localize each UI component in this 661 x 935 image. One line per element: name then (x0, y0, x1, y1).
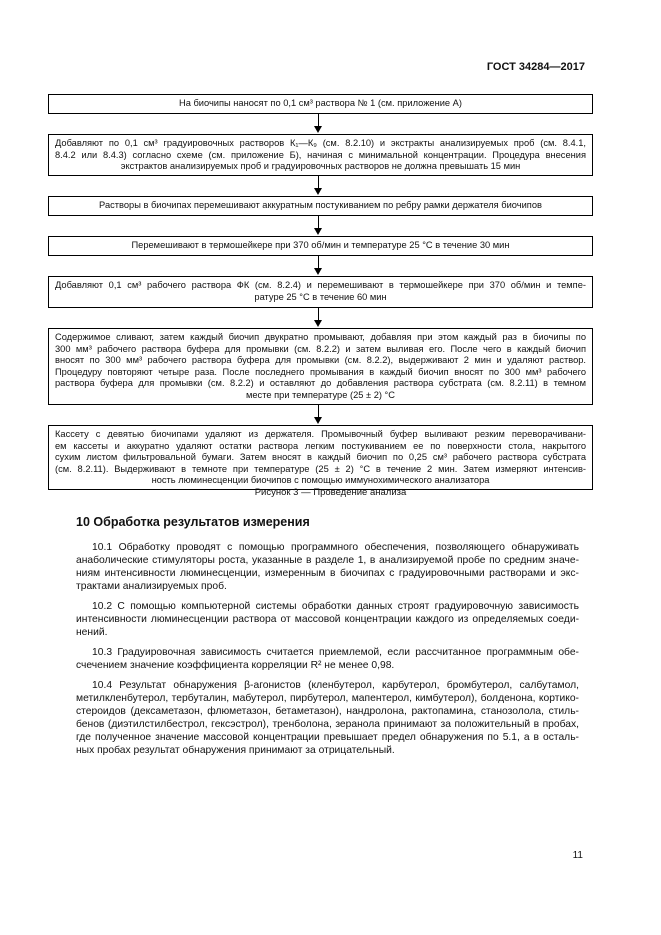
flow-step-2 (48, 134, 593, 176)
page-number: 11 (572, 850, 583, 861)
flow-step-1 (48, 94, 593, 114)
flow-step-6 (48, 328, 593, 405)
paragraph-10-2 (76, 600, 579, 639)
flow-step-7-line: Кассету с девятью биочипами удаляют из держателя. Промывочный буфер выливают резким переворачивани- (55, 429, 586, 439)
flow-step-5-line: ратуре 25 °С в течение 60 мин (254, 291, 387, 302)
paragraph-line: 10.1 Обработку проводят с помощью программного обеспечения, позволяющего обнаруживать (92, 542, 579, 553)
flow-step-7-line: ность люминесценции биочипов с помощью иммунохимического анализатора (151, 475, 490, 486)
paragraph-10-4 (76, 679, 579, 757)
flow-step-6-line: Процедуру повторяют четыре раза. После последнего промывания в каждый биочип вносят по 300 мм³ рабочего (55, 366, 586, 377)
flow-arrow (48, 216, 593, 236)
paragraph-line: где полученное значение массовой концентрации превышает предел обнаружения по 5.1, а в осталь- (76, 732, 579, 743)
figure-caption: Рисунок 3 — Проведение анализа (254, 487, 407, 498)
flow-step-7 (48, 425, 593, 490)
flow-step-1-text: На биочипы наносят по 0,1 см³ раствора № 1 (см. приложение А) (179, 98, 462, 108)
flow-step-7-line: ем кассеты и аккуратно удаляют остатки раствора легким постукиванием ее по поверхности стола, накрытого (55, 440, 586, 451)
document-code: ГОСТ 34284—2017 (486, 61, 585, 73)
flow-step-7-line: (см. 8.2.11). Выдерживают в темноте при температуре (25 ± 2) °С в течение 2 мин. Затем измеряют интенсив- (55, 463, 586, 474)
flow-step-6-line: раствора буфера для промывки (см. 8.2.2) и оставляют до добавления раствора субстрата (см. 8.2.11) в темном (55, 378, 586, 389)
paragraph-line: ниям интенсивности люминесценции, измеренным в биочипах с градуировочными растворами и экс- (76, 568, 579, 579)
flow-step-5 (48, 276, 593, 308)
paragraph-line: бенов (диэтилстилбестрол, гексэстрол), тренболона, зеранола принимают за положительный в пробах, (76, 719, 579, 730)
flow-step-4-text: Перемешивают в термошейкере при 370 об/мин и температуре 25 °С в течение 30 мин (131, 240, 510, 250)
section-heading: 10 Обработка результатов измерения (76, 515, 310, 529)
flow-step-6-line: вносят по 300 мм³ рабочего раствора буфера для промывки (см. 8.2.2), выдерживают 2 мин и удаляют раствор. (55, 355, 586, 366)
flow-arrow (48, 176, 593, 196)
flow-step-3 (48, 196, 593, 216)
paragraph-10-3 (76, 646, 579, 672)
flow-arrow (48, 256, 593, 276)
flow-step-7-line: сухим листом фильтровальной бумаги. Затем вносят в каждый биочип по 0,25 см³ рабочего раствора субстрата (55, 452, 586, 463)
flow-step-6-line: 300 мм³ рабочего раствора буфера для промывки (см. 8.2.2) и затем выливая его. После чего в каждый биочип (55, 343, 586, 354)
flow-step-6-line: месте при температуре (25 ± 2) °С (246, 389, 395, 400)
paragraph-line: ных пробах результат обнаружения принимают за отрицательный. (76, 745, 395, 756)
paragraph-line: счечением значение коэффициента корреляции R² не менее 0,98. (76, 660, 395, 671)
flow-arrow (48, 114, 593, 134)
paragraph-line: нений. (76, 627, 108, 638)
flow-step-6-line: Содержимое сливают, затем каждый биочип двукратно промывают, добавляя при этом каждый раз в биочипы по (55, 332, 586, 342)
flow-step-2-line: 8.4.2 или 8.4.3) согласно схеме (см. приложение Б), начиная с минимальной концентрации. Процедура внесения (55, 149, 586, 160)
flow-step-2-line: экстрактов анализируемых проб и градуировочных растворов не должна превышать 15 мин (120, 161, 521, 172)
paragraph-line: трактами анализируемых проб. (76, 581, 227, 592)
paragraph-10-1 (76, 541, 579, 593)
flow-step-3-text: Растворы в биочипах перемешивают аккуратным постукиванием по ребру рамки держателя биочипов (99, 200, 542, 210)
paragraph-line: анаболические стимуляторы роста, указанные в разделе 1, в анализируемой пробе по средним значе- (76, 555, 579, 566)
flow-step-4 (48, 236, 593, 256)
flow-step-2-line: Добавляют по 0,1 см³ градуировочных растворов К₁—К₉ (см. 8.2.10) и экстракты анализируемых проб (см. 8.4.1, (55, 138, 586, 148)
paragraph-line: 10.2 С помощью компьютерной системы обработки данных строят градуировочную зависимость (92, 601, 579, 612)
paragraph-line: стероидов (дексаметазон, флюметазон, бетаметазон), нандролона, рактопамина, станозолола, стиль- (76, 706, 579, 717)
section-body (76, 541, 579, 764)
flow-step-5-line: Добавляют 0,1 см³ рабочего раствора ФК (см. 8.2.4) и перемешивают в термошейкере при 370 об/мин и темпе- (55, 280, 586, 290)
paragraph-line: метилкленбутерол, тербуталин, мабутерол, пирбутерол, мапентерол, кимбутерол), болденона, кортико- (76, 693, 579, 704)
flow-arrow (48, 405, 593, 425)
paragraph-line: 10.3 Градуировочная зависимость считается приемлемой, если рассчитанное программным обе- (92, 647, 579, 658)
flow-arrow (48, 308, 593, 328)
paragraph-line: интенсивности люминесценции раствора от массовой концентрации каждого из определяемых соеди- (76, 614, 579, 625)
paragraph-line: 10.4 Результат обнаружения β-агонистов (кленбутерол, карбутерол, бромбутерол, салбутамол, (92, 680, 579, 691)
analysis-flowchart (48, 94, 593, 490)
